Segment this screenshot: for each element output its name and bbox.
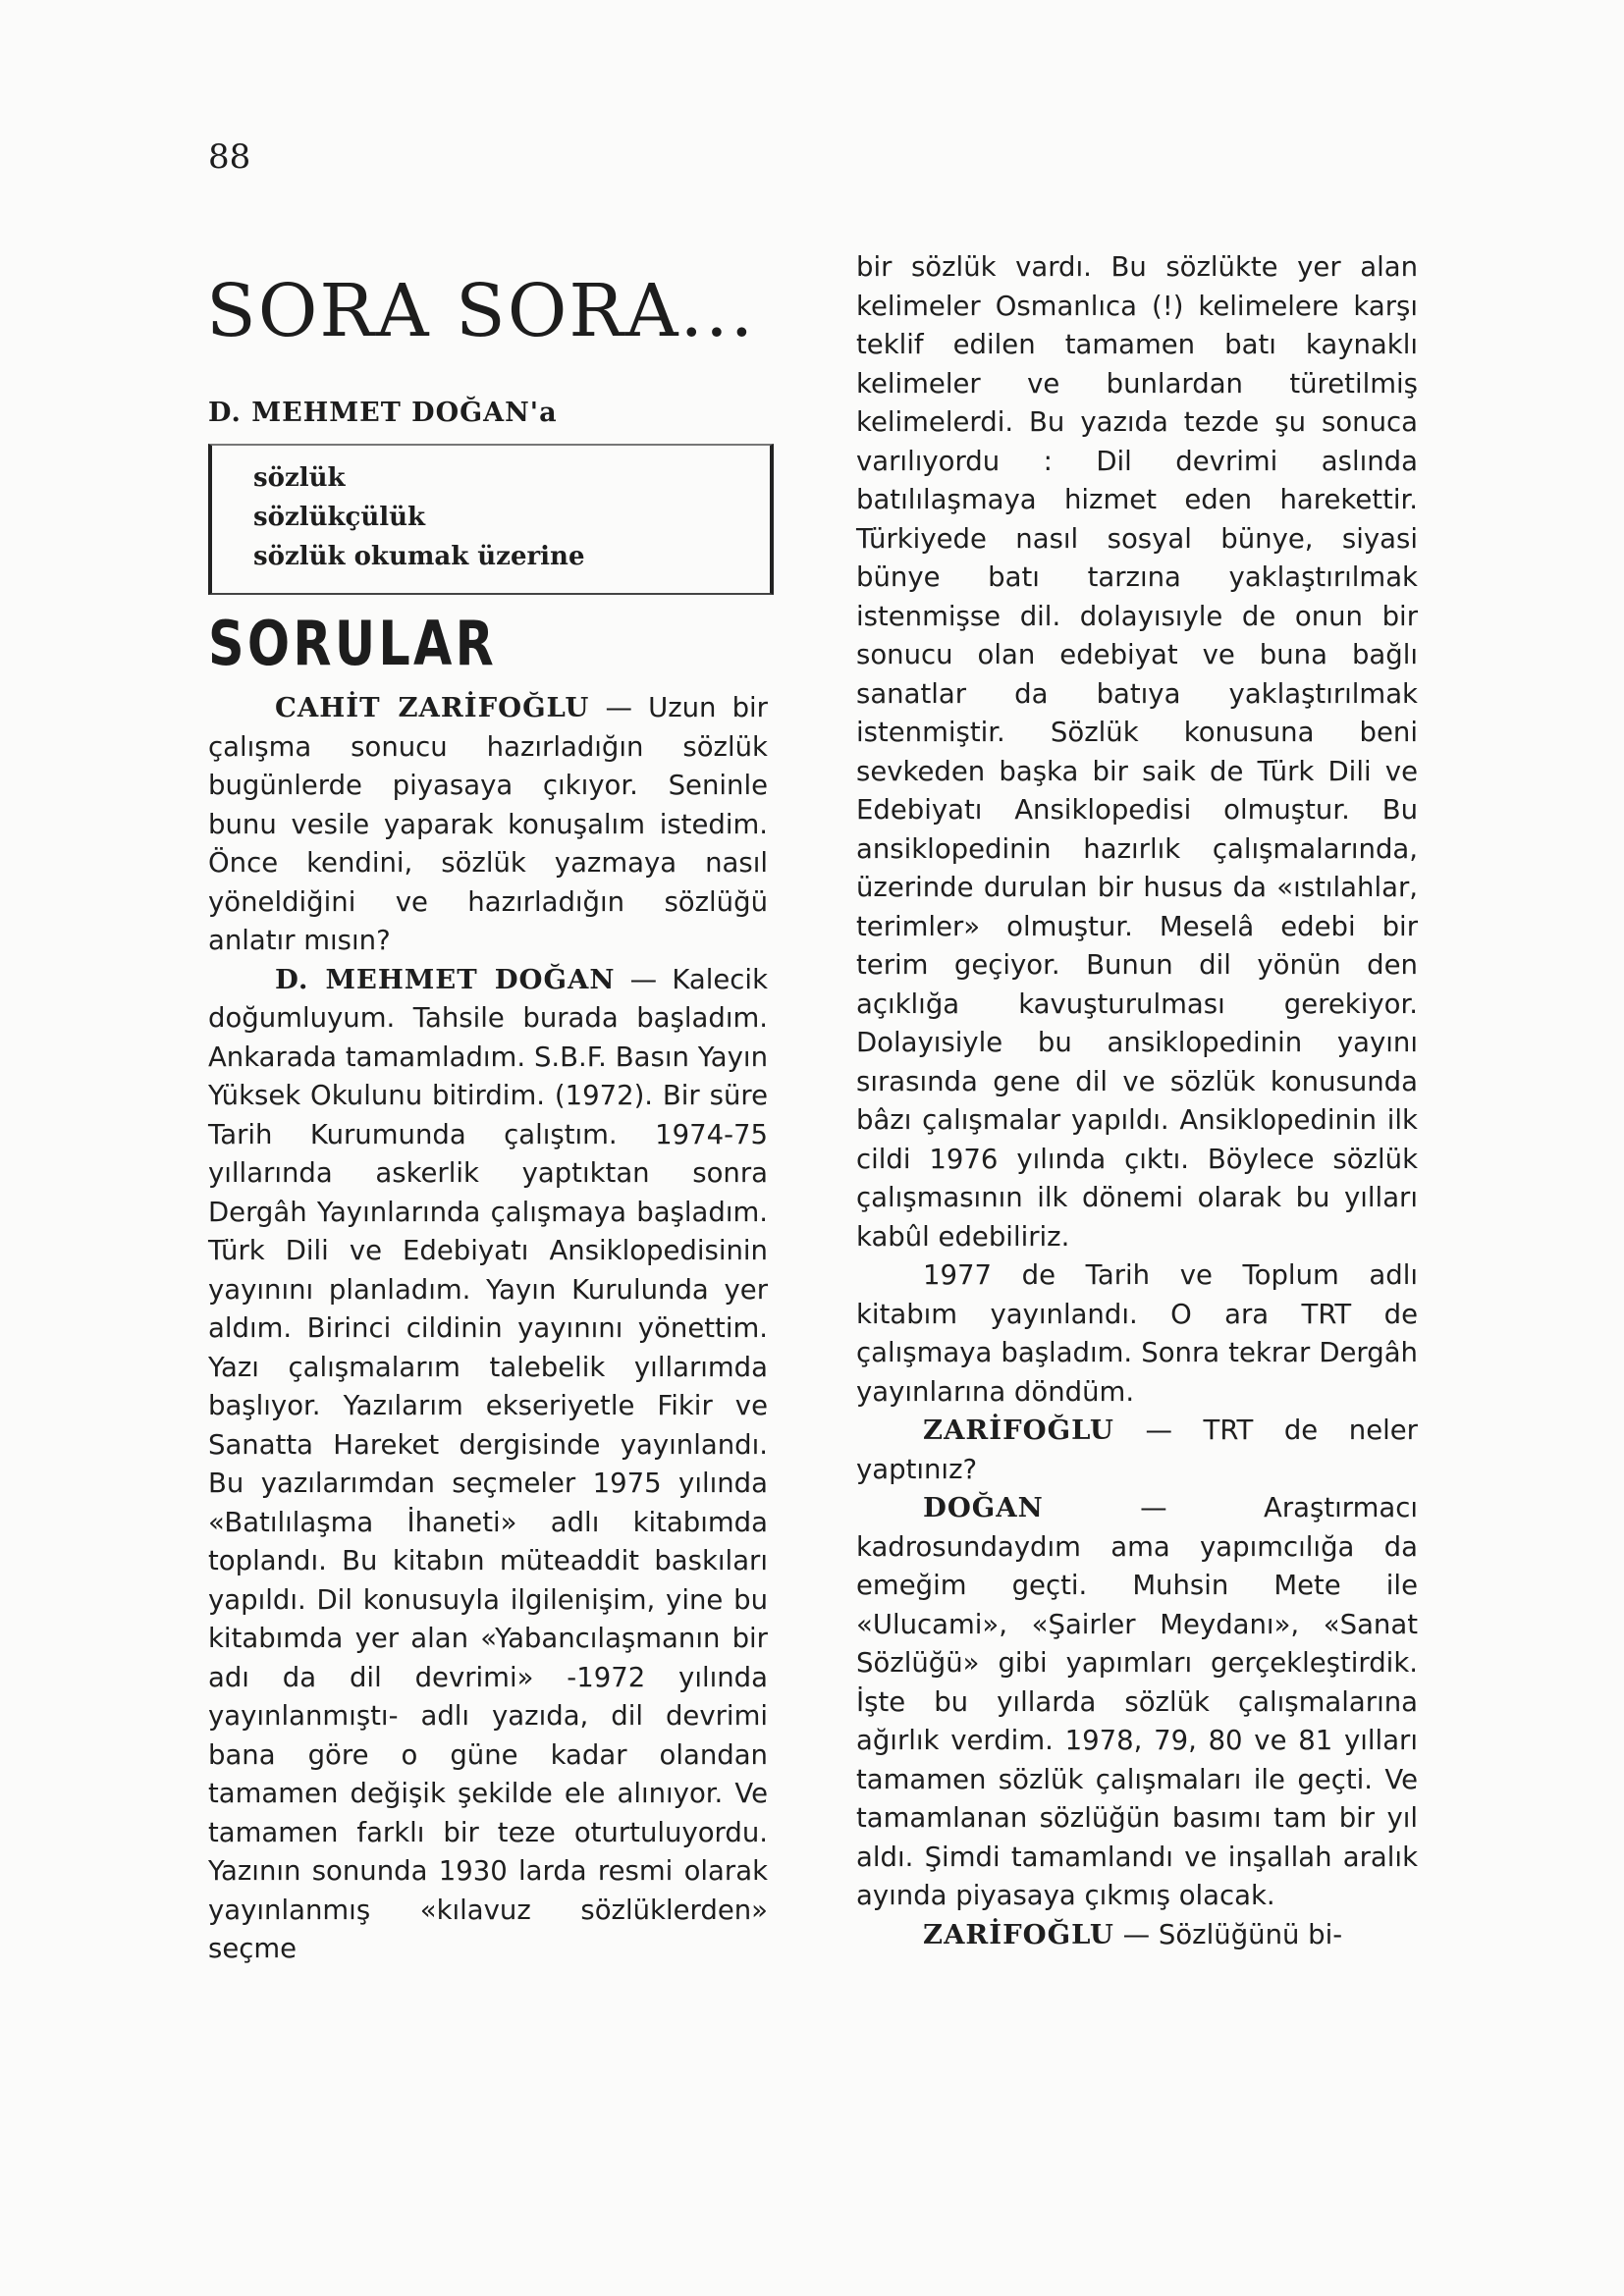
speaker-name: D. MEHMET DOĞAN: [275, 963, 616, 995]
paragraph-text: — Araştırmacı kadrosundaydım ama yapımcılığa da emeğim geçti. Muhsin Mete ile «Ulucami», «Şairler Meydanı», «Sanat Sözlüğü» gibi yapımları gerçekleştirdik. İşte bu yıllarda sözlük çalışmalarına ağırlık verdim. 1978, 79, 80 ve 81 yılları tamamen sözlük çalışmaları ile geçti. Ve tamamlanan sözlüğün basımı tam bir yıl aldı. Şimdi tamamlandı ve inşallah aralık ayında piyasaya çıkmış olacak.: [856, 1492, 1418, 1911]
right-column: [856, 248, 1418, 1954]
page-number: 88: [208, 137, 251, 177]
left-column: [208, 689, 768, 1969]
paragraph: [856, 1489, 1418, 1916]
paragraph-text: bir sözlük vardı. Bu sözlükte yer alan kelimeler Osmanlıca (!) kelimelere karşı teklif edilen tamamen batı kaynaklı kelimeler ve bunlardan türetilmiş kelimelerdi. Bu yazıda tezde şu sonuca varılıyordu : Dil devrimi aslında batılılaşmaya hizmet eden harekettir. Türkiyede nasıl sosyal bünye, siyasi bünye batı tarzına yaklaştırılmak istenmişse dil. dolayısıyle de onun bir sonucu olan edebiyat ve buna bağlı sanatlar da batıya yaklaştırılmak istenmiştir. Sözlük konusuna beni sevkeden başka bir saik de Türk Dili ve Edebiyatı Ansiklopedisi olmuştur. Bu ansiklopedinin hazırlık çalışmalarında, üzerinde durulan bir husus da «ıstılahlar, terimler» olmuştur. Meselâ edebi bir terim geçiyor. Bunun dil yönün den açıklığa kavuşturulması gerekiyor. Dolayısiyle bu ansiklopedinin yayını sırasında gene dil ve sözlük konusunda bâzı çalışmalar yapıldı. Ansiklopedinin ilk cildi 1976 yılında çıktı. Böylece sözlük çalışmasının ilk dönemi olarak bu yılları kabûl edebiliriz.: [856, 251, 1418, 1253]
topic-item: sözlükçülük: [253, 503, 426, 532]
paragraph-text: — Kalecik doğumluyum. Tahsile burada başladım. Ankarada tamamladım. S.B.F. Basın Yayın Yüksek Okulunu bitirdim. (1972). Bir süre Tarih Kurumunda çalıştım. 1974-75 yıllarında askerlik yaptıktan sonra Dergâh Yayınlarında çalışmaya başladım. Türk Dili ve Edebiyatı Ansiklopedisinin yayınını planladım. Yayın Kurulunda yer aldım. Birinci cildinin yayınını yönettim. Yazı çalışmalarım talebelik yıllarımda başlıyor. Yazılarım ekseriyetle Fikir ve Sanatta Hareket dergisinde yayınlandı. Bu yazılarımdan seçmeler 1975 yılında «Batılılaşma İhaneti» adlı kitabımda toplandı. Bu kitabın müteaddit baskıları yapıldı. Dil konusuyla ilgilenişim, yine bu kitabımda yer alan «Yabancılaşmanın bir adı da dil devrimi» -1972 yılında yayınlanmıştı- adlı yazıda, dil devrimi bana göre o güne kadar olandan tamamen değişik şekilde ele alınıyor. Ve tamamen farklı bir teze oturtuluyordu. Yazının sonunda 1930 larda resmi olarak yayınlanmış «kılavuz sözlüklerden» seçme: [208, 963, 768, 1964]
speaker-name: DOĞAN: [923, 1492, 1044, 1523]
paragraph-text: — Sözlüğünü bi-: [1113, 1918, 1343, 1950]
section-heading: SORULAR: [208, 608, 498, 679]
topics-box: [208, 444, 774, 595]
paragraph: [856, 248, 1418, 1256]
speaker-name: ZARİFOĞLU: [923, 1918, 1114, 1950]
article-subtitle: D. MEHMET DOĞAN'a: [208, 398, 558, 428]
paragraph-text: — TRT de neler yaptınız?: [856, 1415, 1418, 1485]
paragraph-text: 1977 de Tarih ve Toplum adlı kitabım yayınlandı. O ara TRT de çalışmaya başladım. Sonra tekrar Dergâh yayınlarına döndüm.: [856, 1259, 1418, 1408]
paragraph: [208, 961, 768, 1969]
topic-item: sözlük: [253, 463, 346, 493]
paragraph-text: — Uzun bir çalışma sonucu hazırladığın sözlük bugünlerde piyasaya çıkıyor. Seninle bunu vesile yaparak konuşalım istedim. Önce kendini, sözlük yazmaya nasıl yöneldiğini ve hazırladığın sözlüğü anlatır mısın?: [208, 692, 768, 956]
paragraph: [856, 1412, 1418, 1489]
paragraph: [856, 1916, 1418, 1955]
paragraph: [208, 689, 768, 961]
speaker-name: CAHİT ZARİFOĞLU: [275, 692, 590, 723]
topic-item: sözlük okumak üzerine: [253, 542, 585, 571]
speaker-name: ZARİFOĞLU: [923, 1415, 1114, 1446]
article-title: SORA SORA...: [206, 269, 756, 353]
paragraph: [856, 1256, 1418, 1412]
